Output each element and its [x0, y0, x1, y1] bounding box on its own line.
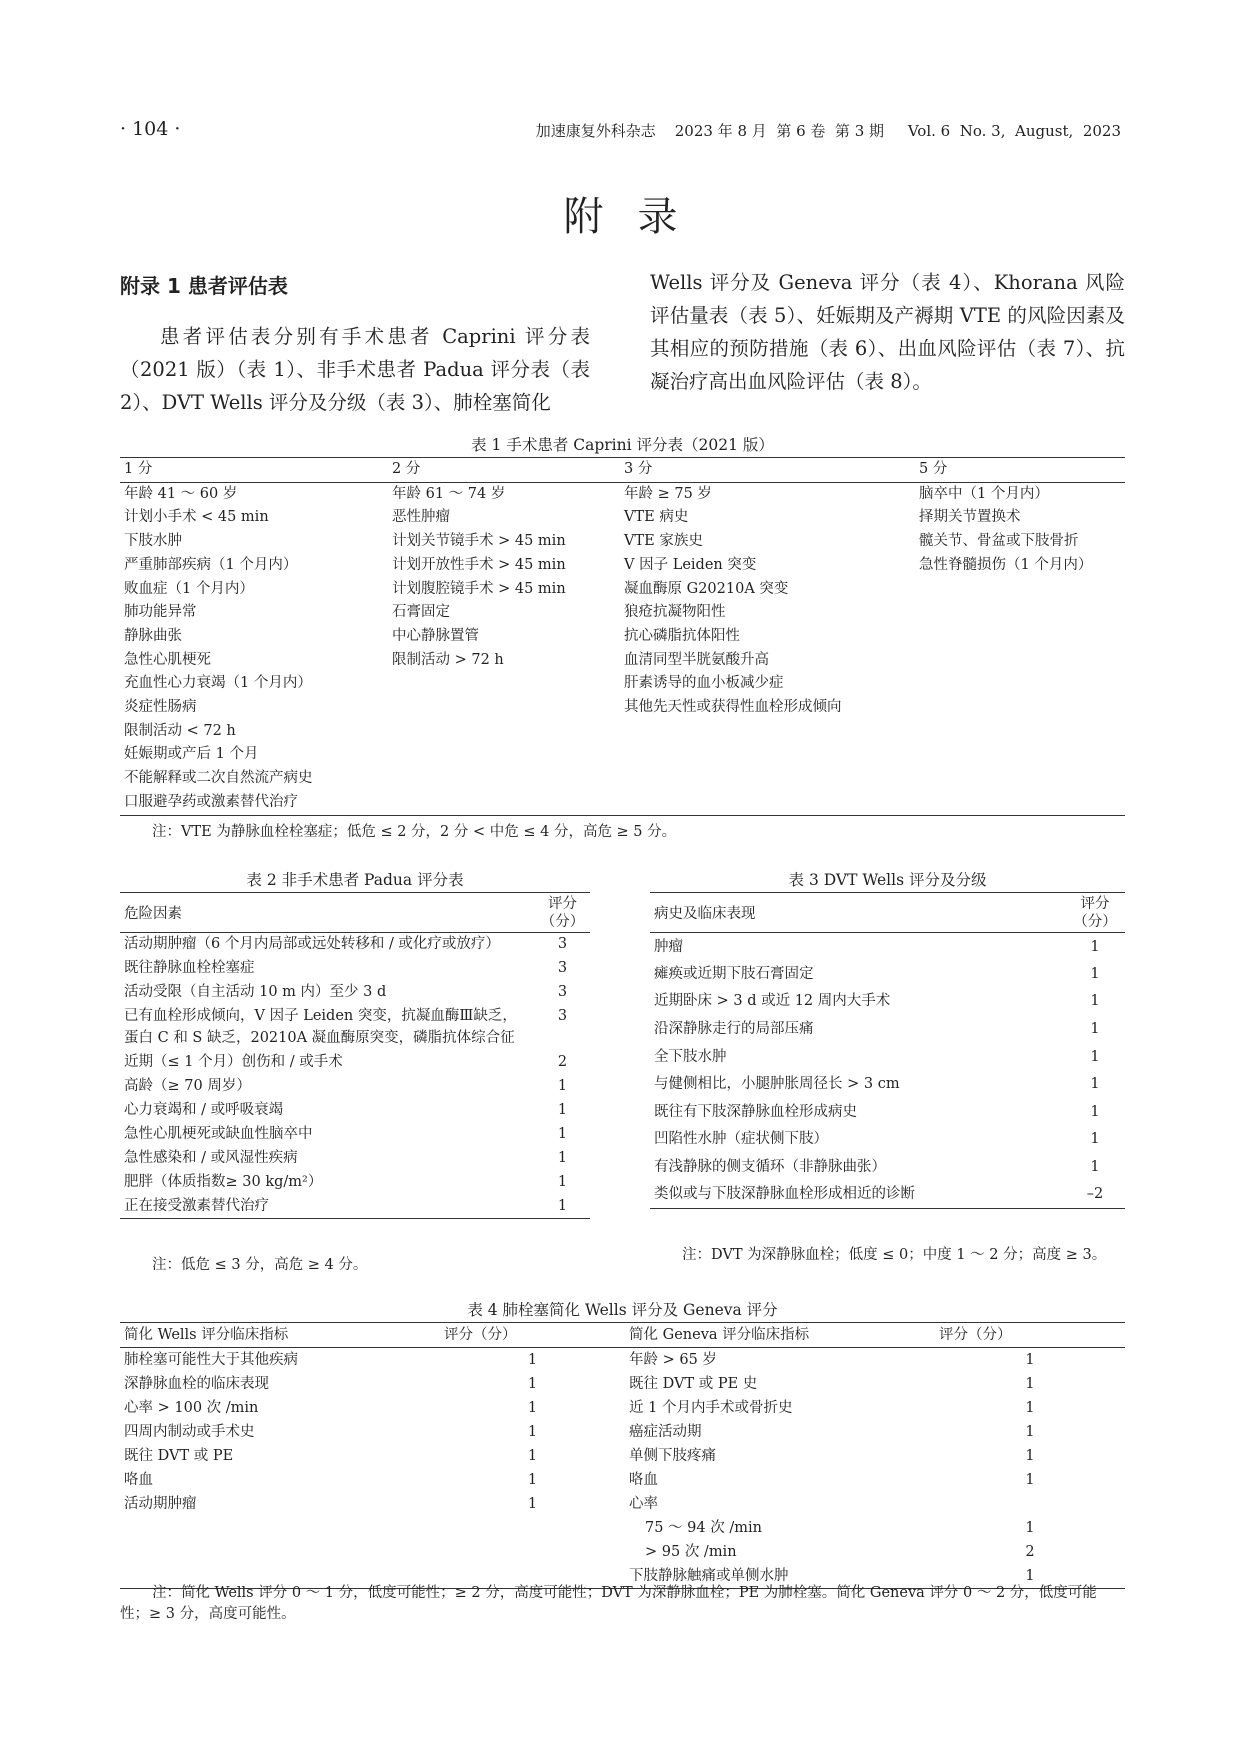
table-cell — [915, 696, 1125, 720]
table-cell: 1 — [557, 1125, 568, 1142]
table-cell: 近期（≤ 1 个月）创伤和 / 或手术 — [124, 1053, 343, 1070]
table-cell: 3 — [557, 959, 568, 976]
table-cell: 1 — [557, 1197, 568, 1214]
table1-row — [120, 767, 1125, 791]
table-cell: 已有血栓形成倾向，V 因子 Leiden 突变，抗凝血酶Ⅲ缺乏，蛋白 C 和 S 缺乏，20210A 凝血酶原突变，磷脂抗体综合征 — [124, 1007, 517, 1046]
table-cell — [935, 1492, 1125, 1516]
table-cell: 1 — [1025, 1568, 1035, 1584]
table-cell: 口服避孕药或激素替代治疗 — [124, 793, 298, 810]
table3-header-cell: 病史及临床表现 — [654, 906, 756, 922]
table-cell: 1 — [527, 1376, 538, 1392]
table3-row — [650, 1015, 1125, 1043]
table1-body — [120, 482, 1125, 815]
table4-header-row — [120, 1323, 1125, 1348]
page-title: 附录 — [563, 194, 712, 240]
table-cell: 肝素诱导的血小板减少症 — [624, 675, 784, 692]
table-cell — [915, 672, 1125, 696]
table1-row — [120, 554, 1125, 578]
table-cell — [440, 1540, 625, 1564]
table-cell: 年龄 41 ～ 60 岁 — [124, 485, 238, 502]
table-cell: 炎症性肠病 — [124, 699, 197, 716]
table-cell: 1 — [1025, 1376, 1035, 1392]
table-cell: 活动期肿瘤 — [124, 1496, 197, 1512]
table-cell: 其他先天性或获得性血栓形成倾向 — [624, 699, 842, 716]
table1-row — [120, 530, 1125, 554]
table-cell: 凹陷性水肿（症状侧下肢） — [654, 1131, 828, 1148]
table-cell: 限制活动 > 72 h — [392, 651, 504, 668]
table-cell: 1 — [527, 1352, 538, 1368]
table-cell: 3 — [557, 1007, 568, 1024]
table-cell: 1 — [1090, 1159, 1100, 1176]
table-cell: 2 — [557, 1053, 568, 1070]
table-cell — [388, 743, 620, 767]
table-cell — [915, 601, 1125, 625]
table-cell — [915, 791, 1125, 815]
table-cell: 心率 — [629, 1496, 658, 1512]
table-cell: 恶性肿瘤 — [392, 509, 450, 526]
table-cell: 年龄 61 ～ 74 岁 — [392, 485, 506, 502]
journal-info: 加速康复外科杂志 2023 年 8 月 第 6 卷 第 3 期 Vol. 6 No. 3, August, 2023 — [535, 122, 1121, 140]
table-cell: VTE 病史 — [624, 509, 689, 526]
table2-row — [120, 933, 590, 957]
table-cell: 肺功能异常 — [124, 604, 197, 621]
table4-row — [120, 1396, 1125, 1420]
table-cell: 择期关节置换术 — [919, 509, 1021, 526]
table-cell: 抗心磷脂抗体阳性 — [624, 627, 740, 644]
table-cell: 咯血 — [629, 1472, 658, 1488]
table3-row — [650, 1098, 1125, 1126]
table-cell: 中心静脉置管 — [392, 627, 479, 644]
table-cell: 1 — [527, 1496, 538, 1512]
table2-row — [120, 957, 590, 981]
table-cell — [915, 720, 1125, 744]
table1-row — [120, 791, 1125, 815]
table-cell — [915, 743, 1125, 767]
table2-row — [120, 1051, 590, 1075]
table2-row — [120, 1147, 590, 1171]
table-cell: 癌症活动期 — [629, 1424, 702, 1440]
table1-row — [120, 720, 1125, 744]
table-cell — [620, 767, 915, 791]
table1-row — [120, 649, 1125, 673]
table3-note: 注：DVT 为深静脉血栓；低度 ≤ 0；中度 1 ～ 2 分；高度 ≥ 3。 — [682, 1247, 1107, 1263]
table2-row — [120, 1075, 590, 1099]
table3-row — [650, 933, 1125, 961]
table3-body — [650, 933, 1125, 1209]
table1-caption: 表 1 手术患者 Caprini 评分表（2021 版） — [471, 436, 774, 454]
table-cell: 石膏固定 — [392, 604, 450, 621]
table-cell — [388, 696, 620, 720]
table-cell: 既往 DVT 或 PE — [124, 1448, 234, 1464]
table-cell: 1 — [1090, 1131, 1100, 1148]
table-cell: 肥胖（体质指数≥ 30 kg/m²） — [124, 1173, 323, 1190]
table-cell: 急性感染和 / 或风湿性疾病 — [124, 1149, 298, 1166]
table1-row — [120, 601, 1125, 625]
table2-row — [120, 1123, 590, 1147]
table-cell: 1 — [527, 1448, 538, 1464]
table4-row — [120, 1516, 1125, 1540]
table4-body — [120, 1348, 1125, 1589]
table-cell — [620, 791, 915, 815]
table2-body — [120, 933, 590, 1219]
table3-row — [650, 1070, 1125, 1098]
table-cell: –2 — [1086, 1186, 1104, 1203]
table-cell: 1 — [557, 1173, 568, 1190]
table1-row — [120, 625, 1125, 649]
table-cell: 近期卧床 > 3 d 或近 12 周内大手术 — [654, 993, 891, 1010]
table-cell: 心力衰竭和 / 或呼吸衰竭 — [124, 1101, 284, 1118]
table-cell: 1 — [557, 1077, 568, 1094]
table-cell — [915, 625, 1125, 649]
table-cell: 心率 > 100 次 /min — [124, 1400, 259, 1416]
table-cell: V 因子 Leiden 突变 — [624, 556, 757, 573]
table4-header-cell: 简化 Geneva 评分临床指标 — [629, 1327, 810, 1343]
table-cell: 凝血酶原 G20210A 突变 — [624, 580, 789, 597]
table-cell: 败血症（1 个月内） — [124, 580, 254, 597]
table-cell: 急性脊髓损伤（1 个月内） — [919, 556, 1093, 573]
table1-header-cell: 2 分 — [392, 461, 421, 477]
table2-caption: 表 2 非手术患者 Padua 评分表 — [246, 871, 464, 889]
table3-header-row — [650, 893, 1125, 933]
table4-row — [120, 1348, 1125, 1373]
table4-header-cell: 评分（分） — [939, 1327, 1012, 1343]
table-cell — [120, 1516, 440, 1540]
table4-row — [120, 1420, 1125, 1444]
table1-row — [120, 672, 1125, 696]
table3-header-cell: 评分（分） — [1073, 895, 1117, 930]
table-cell — [388, 672, 620, 696]
table2-header-cell: 危险因素 — [124, 906, 182, 922]
table2-row — [120, 1005, 590, 1051]
table-cell: 髋关节、骨盆或下肢骨折 — [919, 533, 1079, 550]
intro-paragraph-right: Wells 评分及 Geneva 评分（表 4）、Khorana 风险评估量表（表 5）、妊娠期及产褥期 VTE 的风险因素及其相应的预防措施（表 6）、出血风险评估（表 7）、抗凝治疗高出血风险评估（表 8）。 — [650, 271, 1125, 393]
table-cell: 1 — [557, 1149, 568, 1166]
table4-row — [120, 1540, 1125, 1564]
table4-row — [120, 1492, 1125, 1516]
table-cell: 下肢静脉触痛或单侧水肿 — [629, 1568, 789, 1584]
table-cell — [388, 767, 620, 791]
table-cell: 1 — [527, 1400, 538, 1416]
table2-note: 注：低危 ≤ 3 分，高危 ≥ 4 分。 — [152, 1257, 368, 1273]
table1-row — [120, 506, 1125, 530]
table-cell: 1 — [527, 1472, 538, 1488]
table-cell: 1 — [1025, 1472, 1035, 1488]
table-cell — [620, 720, 915, 744]
table-cell: 1 — [1025, 1352, 1035, 1368]
table-cell: 3 — [557, 936, 568, 952]
table3-row — [650, 960, 1125, 988]
table-cell: 有浅静脉的侧支循环（非静脉曲张） — [654, 1159, 886, 1176]
table2 — [120, 892, 590, 1219]
table-cell: 高龄（≥ 70 周岁） — [124, 1077, 251, 1094]
table-cell: 1 — [1090, 1021, 1100, 1038]
table1-row — [120, 482, 1125, 506]
table1-header-cell: 1 分 — [124, 461, 153, 477]
table1-row — [120, 578, 1125, 602]
table-cell: 四周内制动或手术史 — [124, 1424, 255, 1440]
table-cell: 类似或与下肢深静脉血栓形成相近的诊断 — [654, 1186, 915, 1203]
table-cell: 1 — [1090, 1103, 1100, 1120]
table-cell: 充血性心力衰竭（1 个月内） — [124, 675, 312, 692]
table3-row — [650, 1043, 1125, 1071]
table4-header-cell: 评分（分） — [444, 1327, 517, 1343]
intro-paragraph-left: 患者评估表分别有手术患者 Caprini 评分表（2021 版）（表 1）、非手术患者 Padua 评分表（表 2）、DVT Wells 评分及分级（表 3）、肺栓塞简化 — [120, 325, 590, 414]
table-cell: 1 — [1090, 1048, 1100, 1065]
table-cell: 限制活动 < 72 h — [124, 722, 236, 739]
table-cell: 全下肢水肿 — [654, 1048, 727, 1065]
table1-note: 注：VTE 为静脉血栓栓塞症；低危 ≤ 2 分，2 分 < 中危 ≤ 4 分，高危 ≥ 5 分。 — [152, 824, 677, 840]
table-cell: 1 — [1025, 1448, 1035, 1464]
table-cell: 3 — [557, 983, 568, 1000]
table-cell: > 95 次 /min — [645, 1544, 737, 1560]
table-cell: 活动受限（自主活动 10 m 内）至少 3 d — [124, 983, 387, 1000]
table2-row — [120, 1195, 590, 1219]
table-cell: 沿深静脉走行的局部压痛 — [654, 1021, 814, 1038]
table1-header-cell: 5 分 — [919, 461, 948, 477]
table1 — [120, 457, 1125, 816]
table-cell — [915, 767, 1125, 791]
table-cell: 活动期肿瘤（6 个月内局部或远处转移和 / 或化疗或放疗） — [124, 936, 500, 952]
table2-row — [120, 981, 590, 1005]
table-cell — [915, 649, 1125, 673]
table-cell: 瘫痪或近期下肢石膏固定 — [654, 965, 814, 982]
page-number: · 104 · — [120, 118, 181, 140]
table2-header-row — [120, 893, 590, 933]
table3-row — [650, 988, 1125, 1016]
table-cell: 1 — [1090, 1076, 1100, 1093]
table-cell: 妊娠期或产后 1 个月 — [124, 746, 259, 763]
table-cell: 计划关节镜手术 > 45 min — [392, 533, 566, 550]
table1-row — [120, 743, 1125, 767]
table4-note: 注：简化 Wells 评分 0 ～ 1 分，低度可能性；≥ 2 分，高度可能性；DVT 为深静脉血栓；PE 为肺栓塞。简化 Geneva 评分 0 ～ 2 分，低度可能性；≥ 3 分，高度可能性。 — [120, 1585, 1097, 1622]
table-cell: 年龄 ≥ 75 岁 — [624, 485, 712, 502]
table-cell: 下肢水肿 — [124, 533, 182, 550]
table-cell: 1 — [1025, 1520, 1035, 1536]
table-cell: 肿瘤 — [654, 938, 683, 955]
table1-row — [120, 696, 1125, 720]
section-heading: 附录 1 患者评估表 — [120, 274, 288, 298]
table-cell — [388, 720, 620, 744]
table-cell: 与健侧相比，小腿肿胀周径长 > 3 cm — [654, 1076, 900, 1093]
table-cell: 近 1 个月内手术或骨折史 — [629, 1400, 793, 1416]
table-cell: 静脉曲张 — [124, 627, 182, 644]
table-cell — [915, 578, 1125, 602]
table-cell: 严重肺部疾病（1 个月内） — [124, 556, 298, 573]
table1-header-cell: 3 分 — [624, 461, 653, 477]
table4-row — [120, 1468, 1125, 1492]
table4-caption: 表 4 肺栓塞简化 Wells 评分及 Geneva 评分 — [467, 1301, 778, 1319]
table4-header-cell: 简化 Wells 评分临床指标 — [124, 1327, 289, 1343]
table4-row — [120, 1444, 1125, 1468]
table-cell: 1 — [1025, 1424, 1035, 1440]
table-cell: 狼疮抗凝物阳性 — [624, 604, 726, 621]
table-cell: 脑卒中（1 个月内） — [919, 485, 1049, 502]
table4-row — [120, 1372, 1125, 1396]
table-cell: 1 — [1025, 1400, 1035, 1416]
table-cell — [120, 1540, 440, 1564]
table-cell: 75 ～ 94 次 /min — [645, 1520, 762, 1536]
table-cell: 1 — [557, 1101, 568, 1118]
table-cell: 2 — [1025, 1544, 1035, 1560]
table-cell: 急性心肌梗死 — [124, 651, 211, 668]
table-cell: 既往有下肢深静脉血栓形成病史 — [654, 1103, 857, 1120]
table3-row — [650, 1181, 1125, 1209]
table3 — [650, 892, 1125, 1209]
table3-row — [650, 1153, 1125, 1181]
table2-row — [120, 1099, 590, 1123]
table3-caption: 表 3 DVT Wells 评分及分级 — [788, 871, 987, 889]
table-cell — [388, 791, 620, 815]
table2-header-cell: 评分（分） — [540, 895, 585, 930]
table-cell: 深静脉血栓的临床表现 — [124, 1376, 269, 1392]
table-cell: 血清同型半胱氨酸升高 — [624, 651, 769, 668]
table-cell: 计划小手术 < 45 min — [124, 509, 269, 526]
table1-header-row — [120, 458, 1125, 483]
table-cell: 1 — [1090, 993, 1100, 1010]
table4 — [120, 1322, 1125, 1589]
table2-row — [120, 1171, 590, 1195]
table-cell: 既往 DVT 或 PE 史 — [629, 1376, 758, 1392]
table-cell: 1 — [1090, 965, 1100, 982]
table-cell: 1 — [1090, 938, 1100, 955]
table-cell: 肺栓塞可能性大于其他疾病 — [124, 1352, 298, 1368]
table-cell: 不能解释或二次自然流产病史 — [124, 770, 313, 787]
table-cell: 年龄 > 65 岁 — [629, 1352, 717, 1368]
table-cell: 正在接受激素替代治疗 — [124, 1197, 269, 1214]
table-cell: 计划开放性手术 > 45 min — [392, 556, 566, 573]
table-cell: 既往静脉血栓栓塞症 — [124, 959, 255, 976]
table-cell — [620, 743, 915, 767]
table-cell: 单侧下肢疼痛 — [629, 1448, 716, 1464]
table-cell: 计划腹腔镜手术 > 45 min — [392, 580, 566, 597]
table3-row — [650, 1126, 1125, 1154]
table-cell — [440, 1516, 625, 1540]
table-cell: 急性心肌梗死或缺血性脑卒中 — [124, 1125, 313, 1142]
table-cell: VTE 家族史 — [624, 533, 703, 550]
table-cell: 咯血 — [124, 1472, 153, 1488]
table-cell: 1 — [527, 1424, 538, 1440]
